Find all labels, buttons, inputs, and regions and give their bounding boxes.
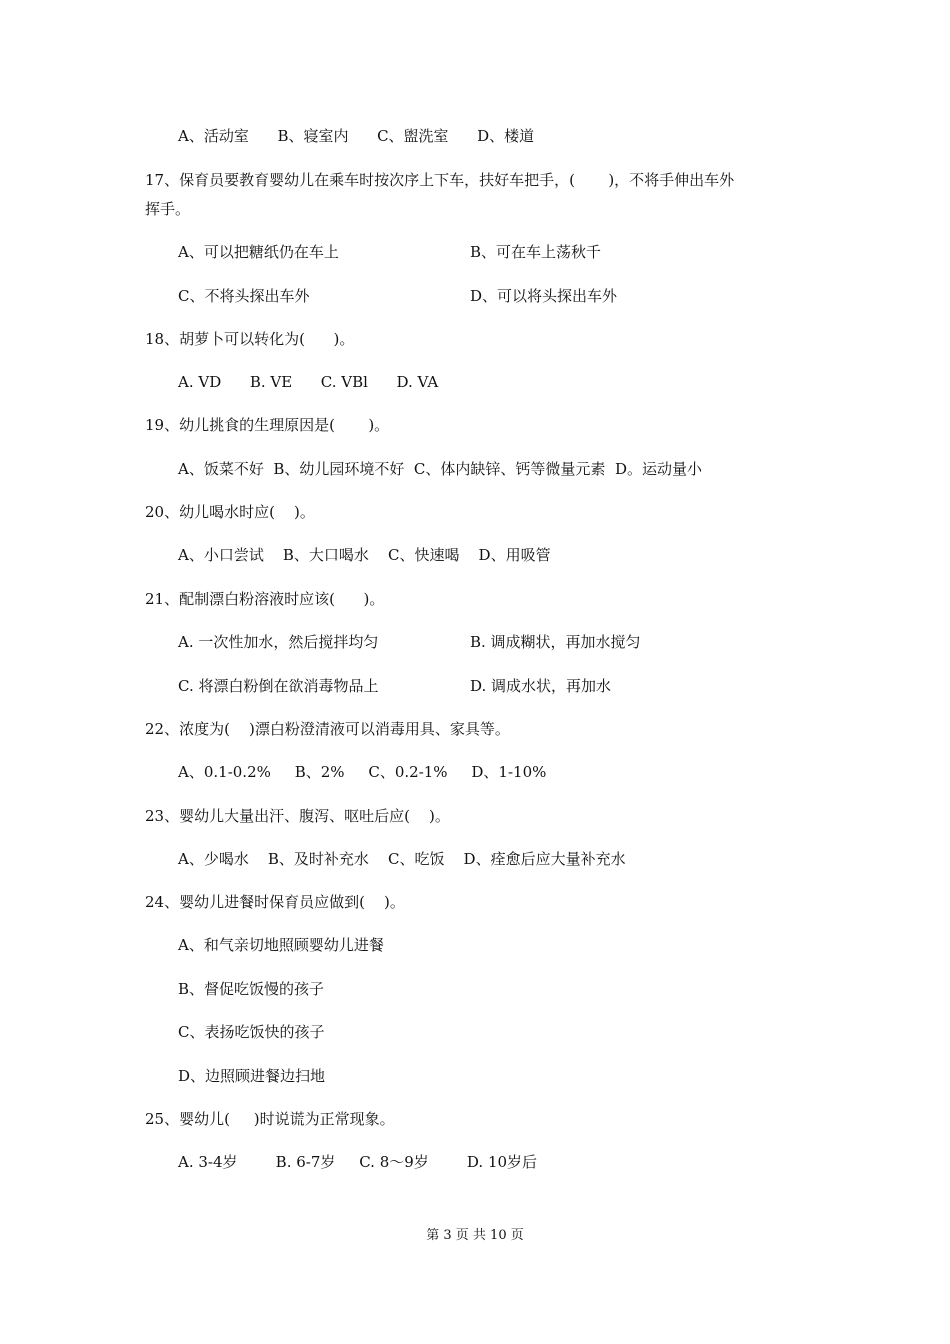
q17-option-d: D、可以将头探出车外 — [470, 287, 618, 305]
q23-options: A、少喝水 B、及时补充水 C、吃饭 D、痊愈后应大量补充水 — [178, 850, 626, 868]
q24-option-a: A、和气亲切地照顾婴幼儿进餐 — [178, 936, 384, 954]
q24-option-b: B、督促吃饭慢的孩子 — [178, 980, 325, 998]
q16-options: A、活动室 B、寝室内 C、盥洗室 D、楼道 — [178, 127, 535, 145]
q22-text: 22、浓度为( )漂白粉澄清液可以消毒用具、家具等。 — [145, 720, 510, 738]
q25-options: A. 3-4岁 B. 6-7岁 C. 8～9岁 D. 10岁后 — [178, 1153, 538, 1171]
q17-text: 17、保育员要教育婴幼儿在乘车时按次序上下车，扶好车把手，( )，不将手伸出车外 — [145, 171, 735, 189]
q17-option-c: C、不将头探出车外 — [178, 287, 310, 305]
q19-text: 19、幼儿挑食的生理原因是( )。 — [145, 416, 390, 434]
q21-option-b: B. 调成糊状，再加水搅匀 — [470, 633, 641, 651]
q23-text: 23、婴幼儿大量出汗、腹泻、呕吐后应( )。 — [145, 807, 450, 825]
q18-options: A. VD B. VE C. VBl D. VA — [178, 373, 439, 391]
q21-option-c: C. 将漂白粉倒在欲消毒物品上 — [178, 677, 379, 695]
q17-option-a: A、可以把糖纸仍在车上 — [178, 243, 339, 261]
q24-option-d: D、边照顾进餐边扫地 — [178, 1067, 326, 1085]
q18-text: 18、胡萝卜可以转化为( )。 — [145, 330, 355, 348]
q20-options: A、小口尝试 B、大口喝水 C、快速喝 D、用吸管 — [178, 546, 551, 564]
q21-option-d: D. 调成水状，再加水 — [470, 677, 612, 695]
q21-option-a: A. 一次性加水，然后搅拌均匀 — [178, 633, 379, 651]
q21-text: 21、配制漂白粉溶液时应该( )。 — [145, 590, 385, 608]
q24-option-c: C、表扬吃饭快的孩子 — [178, 1023, 325, 1041]
q25-text: 25、婴幼儿( )时说谎为正常现象。 — [145, 1110, 395, 1128]
page-footer: 第 3 页 共 10 页 — [426, 1228, 524, 1243]
q24-text: 24、婴幼儿进餐时保育员应做到( )。 — [145, 893, 405, 911]
q17-text-cont: 挥手。 — [145, 200, 191, 218]
q22-options: A、0.1-0.2% B、2% C、0.2-1% D、1-10% — [178, 763, 547, 781]
q20-text: 20、幼儿喝水时应( )。 — [145, 503, 315, 521]
q17-option-b: B、可在车上荡秋千 — [470, 243, 602, 261]
q19-options: A、饭菜不好 B、幼儿园环境不好 C、体内缺锌、钙等微量元素 D。运动量小 — [178, 460, 702, 478]
